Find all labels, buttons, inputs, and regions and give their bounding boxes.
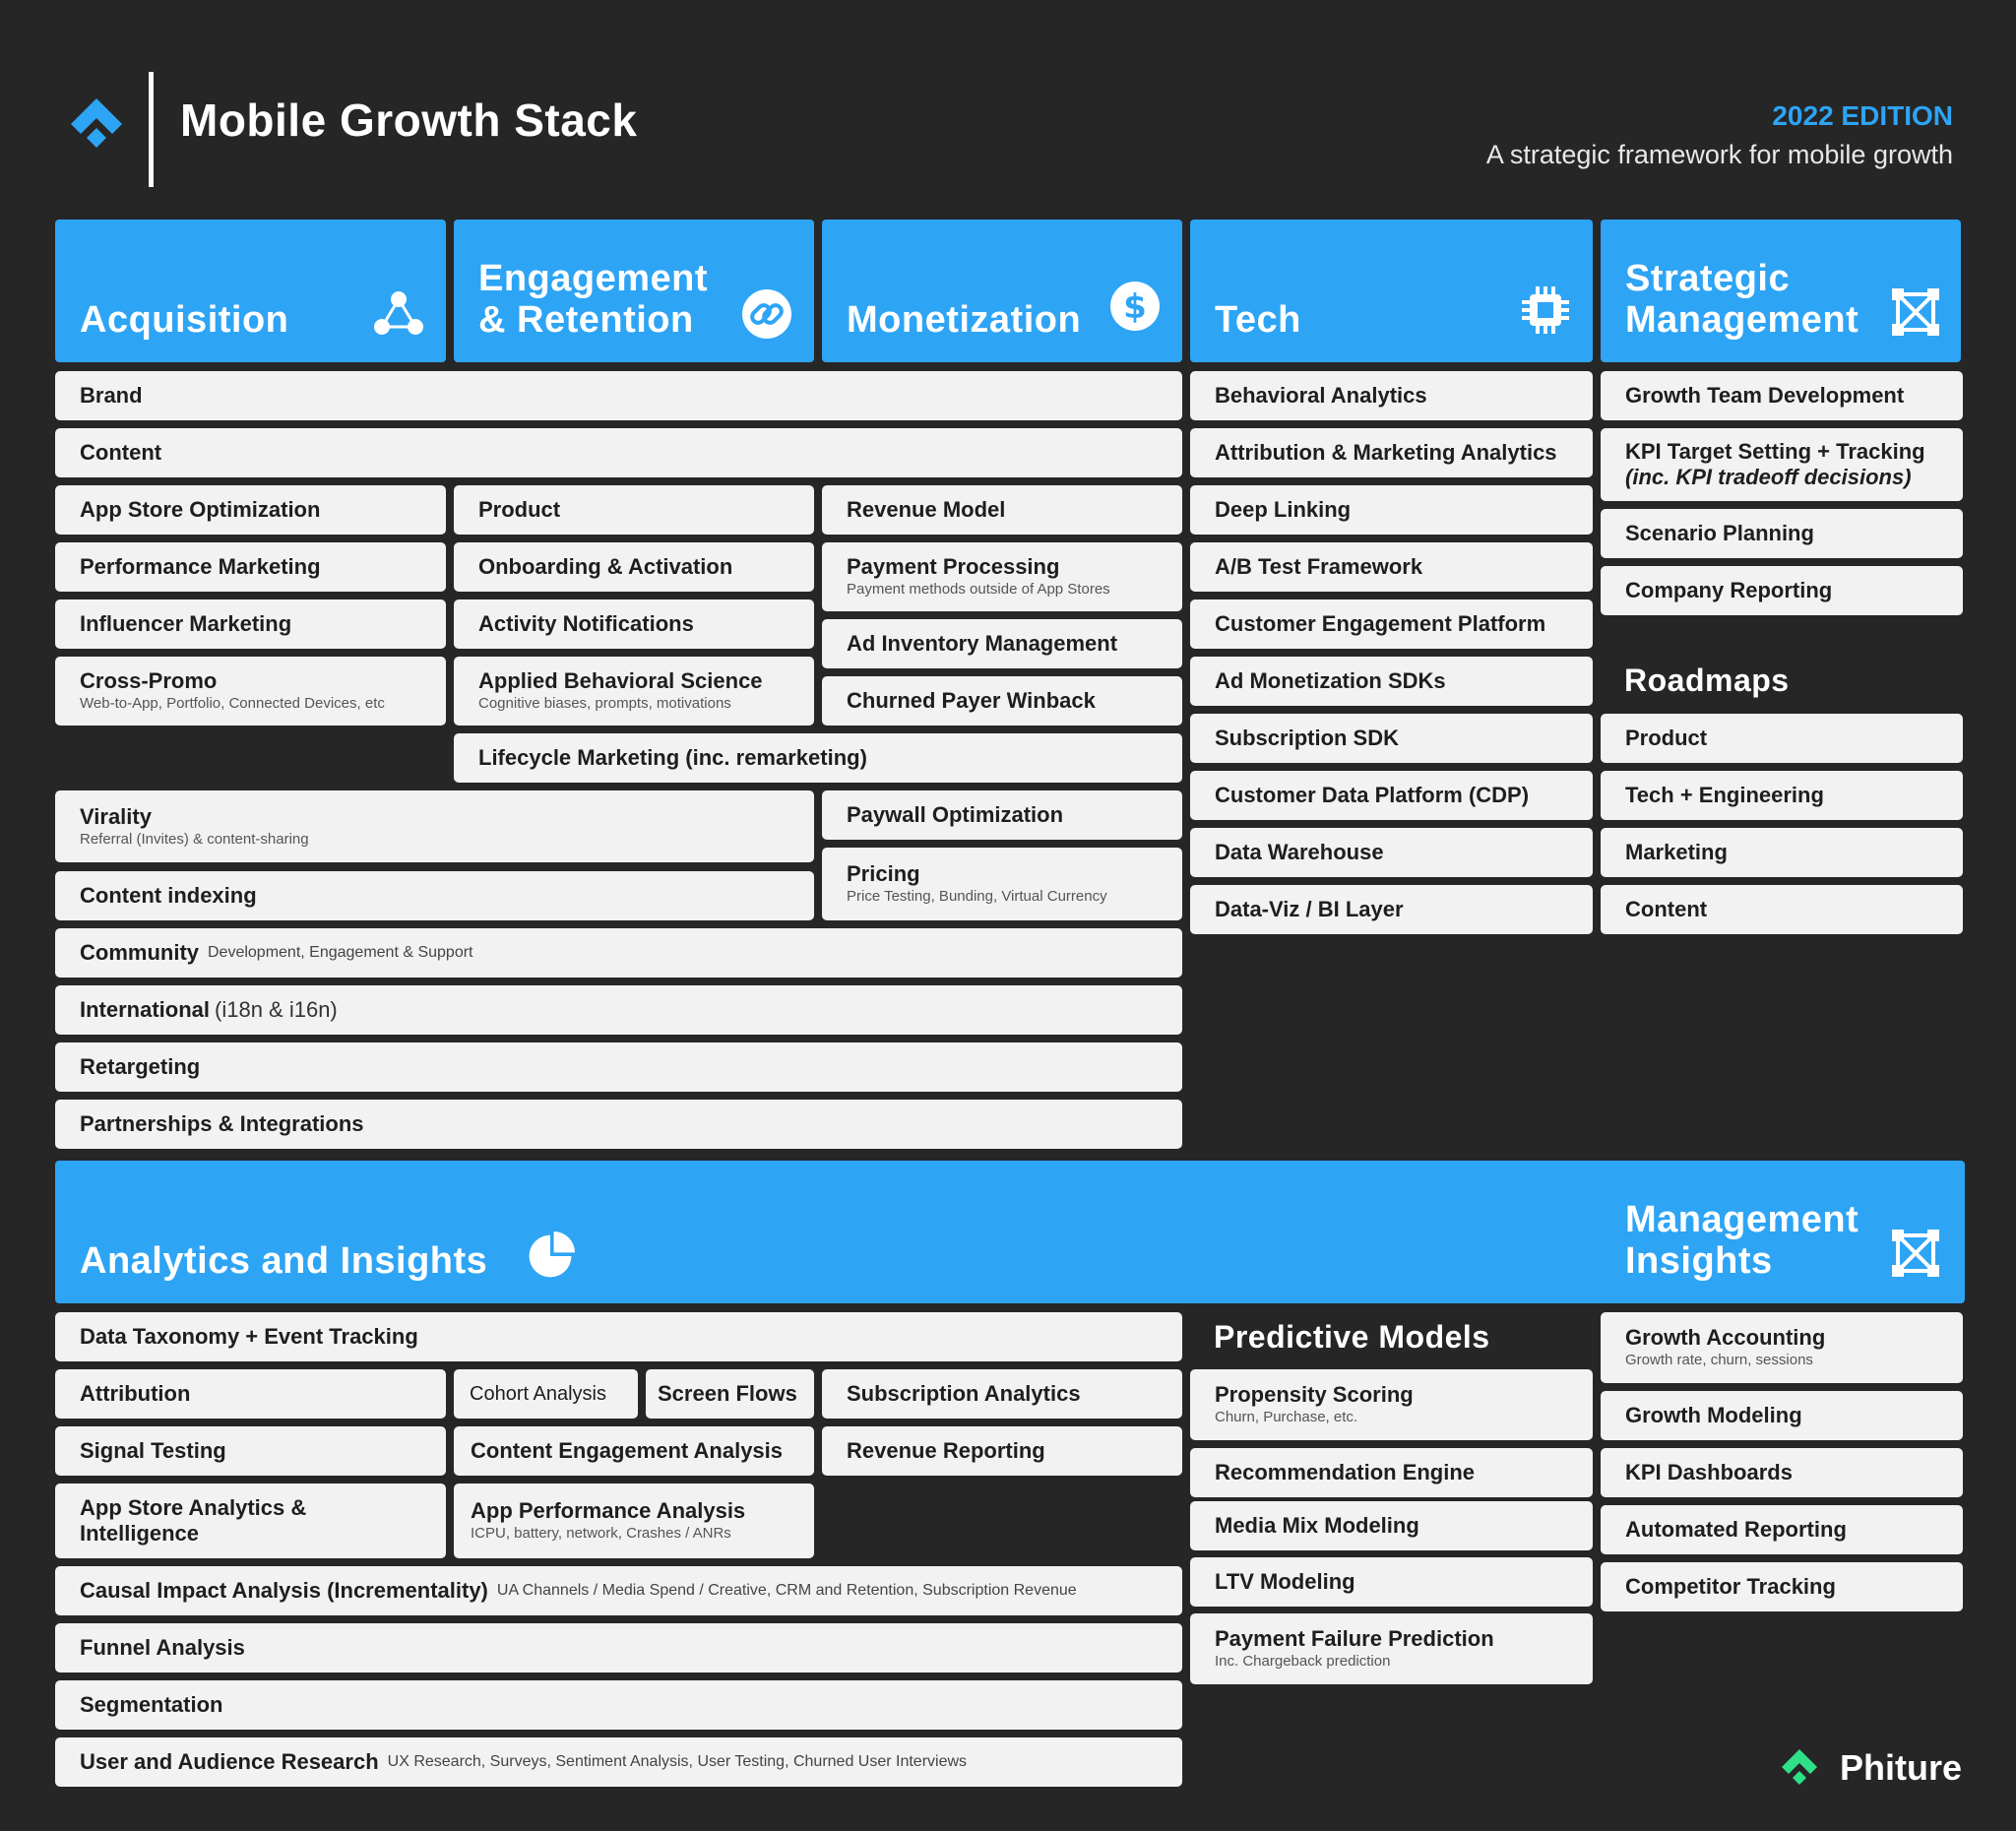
- section-title: Tech: [1215, 299, 1301, 341]
- brand-name: Phiture: [1839, 1747, 1962, 1788]
- edition-label: 2022 EDITION: [1772, 100, 1953, 131]
- analytics-item-signal-testing: Signal Testing: [55, 1426, 446, 1476]
- analytics-item-screen-flows: Screen Flows: [646, 1369, 814, 1419]
- tech-item: Deep Linking: [1190, 485, 1593, 535]
- pie-chart-icon: [526, 1231, 575, 1281]
- predictive-item-payment-failure: Payment Failure Prediction Inc. Chargeback prediction: [1190, 1613, 1593, 1684]
- item-churned-payer-winback: Churned Payer Winback: [822, 676, 1182, 726]
- item-brand: Brand: [55, 371, 1182, 420]
- section-monetization: [822, 220, 1182, 362]
- section-strategic-management: [1601, 220, 1961, 362]
- roadmaps-heading: Roadmaps: [1624, 663, 1790, 698]
- item-cross-promo: Cross-Promo Web-to-App, Portfolio, Connected Devices, etc: [55, 657, 446, 726]
- section-tech: [1190, 220, 1593, 362]
- section-title: Analytics and Insights: [80, 1240, 488, 1282]
- analytics-item-app-performance: App Performance Analysis ICPU, battery, network, Crashes / ANRs: [454, 1484, 814, 1558]
- svg-text:$: $: [1123, 287, 1147, 327]
- item-virality: Virality Referral (Invites) & content-sharing: [55, 790, 814, 862]
- item-ad-inventory-management: Ad Inventory Management: [822, 619, 1182, 668]
- item-retargeting: Retargeting: [55, 1042, 1182, 1092]
- tech-item: Ad Monetization SDKs: [1190, 657, 1593, 706]
- tech-item: Behavioral Analytics: [1190, 371, 1593, 420]
- analytics-item-funnel: Funnel Analysis: [55, 1623, 1182, 1673]
- tech-item: Data-Viz / BI Layer: [1190, 885, 1593, 934]
- frame-nodes-icon: [1888, 1226, 1943, 1281]
- mgmt-item-competitor-tracking: Competitor Tracking: [1601, 1562, 1963, 1611]
- section-title: Monetization: [847, 299, 1082, 341]
- roadmap-item: Marketing: [1601, 828, 1963, 877]
- item-revenue-model: Revenue Model: [822, 485, 1182, 535]
- phiture-logo-icon: [1780, 1747, 1819, 1787]
- predictive-item-media-mix: Media Mix Modeling: [1190, 1501, 1593, 1550]
- strategic-item-scenario-planning: Scenario Planning: [1601, 509, 1963, 558]
- dollar-coin-icon: [1107, 279, 1163, 334]
- roadmap-item: Content: [1601, 885, 1963, 934]
- analytics-item-revenue-reporting: Revenue Reporting: [822, 1426, 1182, 1476]
- item-international: International (i18n & i16n): [55, 985, 1182, 1035]
- strategic-item-growth-team: Growth Team Development: [1601, 371, 1963, 420]
- analytics-item-causal-impact: Causal Impact Analysis (Incrementality) UA Channels / Media Spend / Creative, CRM and Retention, Subscription Revenue: [55, 1566, 1182, 1615]
- network-nodes-icon: [371, 286, 426, 342]
- strategic-item-company-reporting: Company Reporting: [1601, 566, 1963, 615]
- analytics-item-content-engagement: Content Engagement Analysis: [454, 1426, 814, 1476]
- page-title: Mobile Growth Stack: [180, 95, 638, 146]
- analytics-item-taxonomy: Data Taxonomy + Event Tracking: [55, 1312, 1182, 1361]
- tech-item: A/B Test Framework: [1190, 542, 1593, 592]
- predictive-models-heading: Predictive Models: [1214, 1319, 1490, 1355]
- section-analytics-insights: [55, 1161, 1965, 1303]
- section-engagement-retention: [454, 220, 814, 362]
- item-applied-behavioral-science: Applied Behavioral Science Cognitive biases, prompts, motivations: [454, 657, 814, 726]
- item-performance-marketing: Performance Marketing: [55, 542, 446, 592]
- section-acquisition: [55, 220, 446, 362]
- item-content: Content: [55, 428, 1182, 477]
- section-title: Strategic Management: [1625, 258, 1859, 341]
- mgmt-item-growth-accounting: Growth Accounting Growth rate, churn, sessions: [1601, 1312, 1963, 1383]
- item-partnerships-integrations: Partnerships & Integrations: [55, 1100, 1182, 1149]
- section-title: Engagement & Retention: [478, 258, 709, 341]
- tech-item: Data Warehouse: [1190, 828, 1593, 877]
- item-pricing: Pricing Price Testing, Bunding, Virtual Currency: [822, 848, 1182, 920]
- analytics-item-cohort: Cohort Analysis: [454, 1369, 638, 1419]
- section-title: Management Insights: [1625, 1199, 1859, 1282]
- page-subtitle: A strategic framework for mobile growth: [1485, 140, 1953, 169]
- tech-item: Subscription SDK: [1190, 714, 1593, 763]
- item-paywall-optimization: Paywall Optimization: [822, 790, 1182, 840]
- mgmt-item-growth-modeling: Growth Modeling: [1601, 1391, 1963, 1440]
- predictive-item-recommendation: Recommendation Engine: [1190, 1448, 1593, 1497]
- predictive-item-propensity: Propensity Scoring Churn, Purchase, etc.: [1190, 1369, 1593, 1440]
- header-divider: [149, 72, 154, 187]
- item-lifecycle-marketing: Lifecycle Marketing (inc. remarketing): [454, 733, 1182, 783]
- item-onboarding-activation: Onboarding & Activation: [454, 542, 814, 592]
- item-payment-processing: Payment Processing Payment methods outside of App Stores: [822, 542, 1182, 611]
- chip-icon: [1518, 283, 1573, 338]
- tech-item: Customer Engagement Platform: [1190, 600, 1593, 649]
- link-icon: [739, 286, 794, 342]
- roadmap-item: Product: [1601, 714, 1963, 763]
- analytics-item-app-store: App Store Analytics & Intelligence: [55, 1484, 446, 1558]
- item-influencer-marketing: Influencer Marketing: [55, 600, 446, 649]
- analytics-item-subscription: Subscription Analytics: [822, 1369, 1182, 1419]
- item-community: Community Development, Engagement & Support: [55, 928, 1182, 978]
- analytics-item-user-research: User and Audience Research UX Research, Surveys, Sentiment Analysis, User Testing, Churned User Interviews: [55, 1737, 1182, 1787]
- item-activity-notifications: Activity Notifications: [454, 600, 814, 649]
- item-product: Product: [454, 485, 814, 535]
- item-content-indexing: Content indexing: [55, 871, 814, 920]
- roadmap-item: Tech + Engineering: [1601, 771, 1963, 820]
- analytics-item-attribution: Attribution: [55, 1369, 446, 1419]
- strategic-item-kpi-target: KPI Target Setting + Tracking (inc. KPI tradeoff decisions): [1601, 428, 1963, 501]
- tech-item: Attribution & Marketing Analytics: [1190, 428, 1593, 477]
- mgmt-item-automated-reporting: Automated Reporting: [1601, 1505, 1963, 1554]
- stacked-chevron-diamond-icon: [69, 96, 124, 152]
- section-title: Acquisition: [80, 299, 289, 341]
- item-app-store-optimization: App Store Optimization: [55, 485, 446, 535]
- tech-item: Customer Data Platform (CDP): [1190, 771, 1593, 820]
- analytics-item-segmentation: Segmentation: [55, 1680, 1182, 1730]
- predictive-item-ltv: LTV Modeling: [1190, 1557, 1593, 1607]
- frame-nodes-icon: [1888, 284, 1943, 340]
- mgmt-item-kpi-dashboards: KPI Dashboards: [1601, 1448, 1963, 1497]
